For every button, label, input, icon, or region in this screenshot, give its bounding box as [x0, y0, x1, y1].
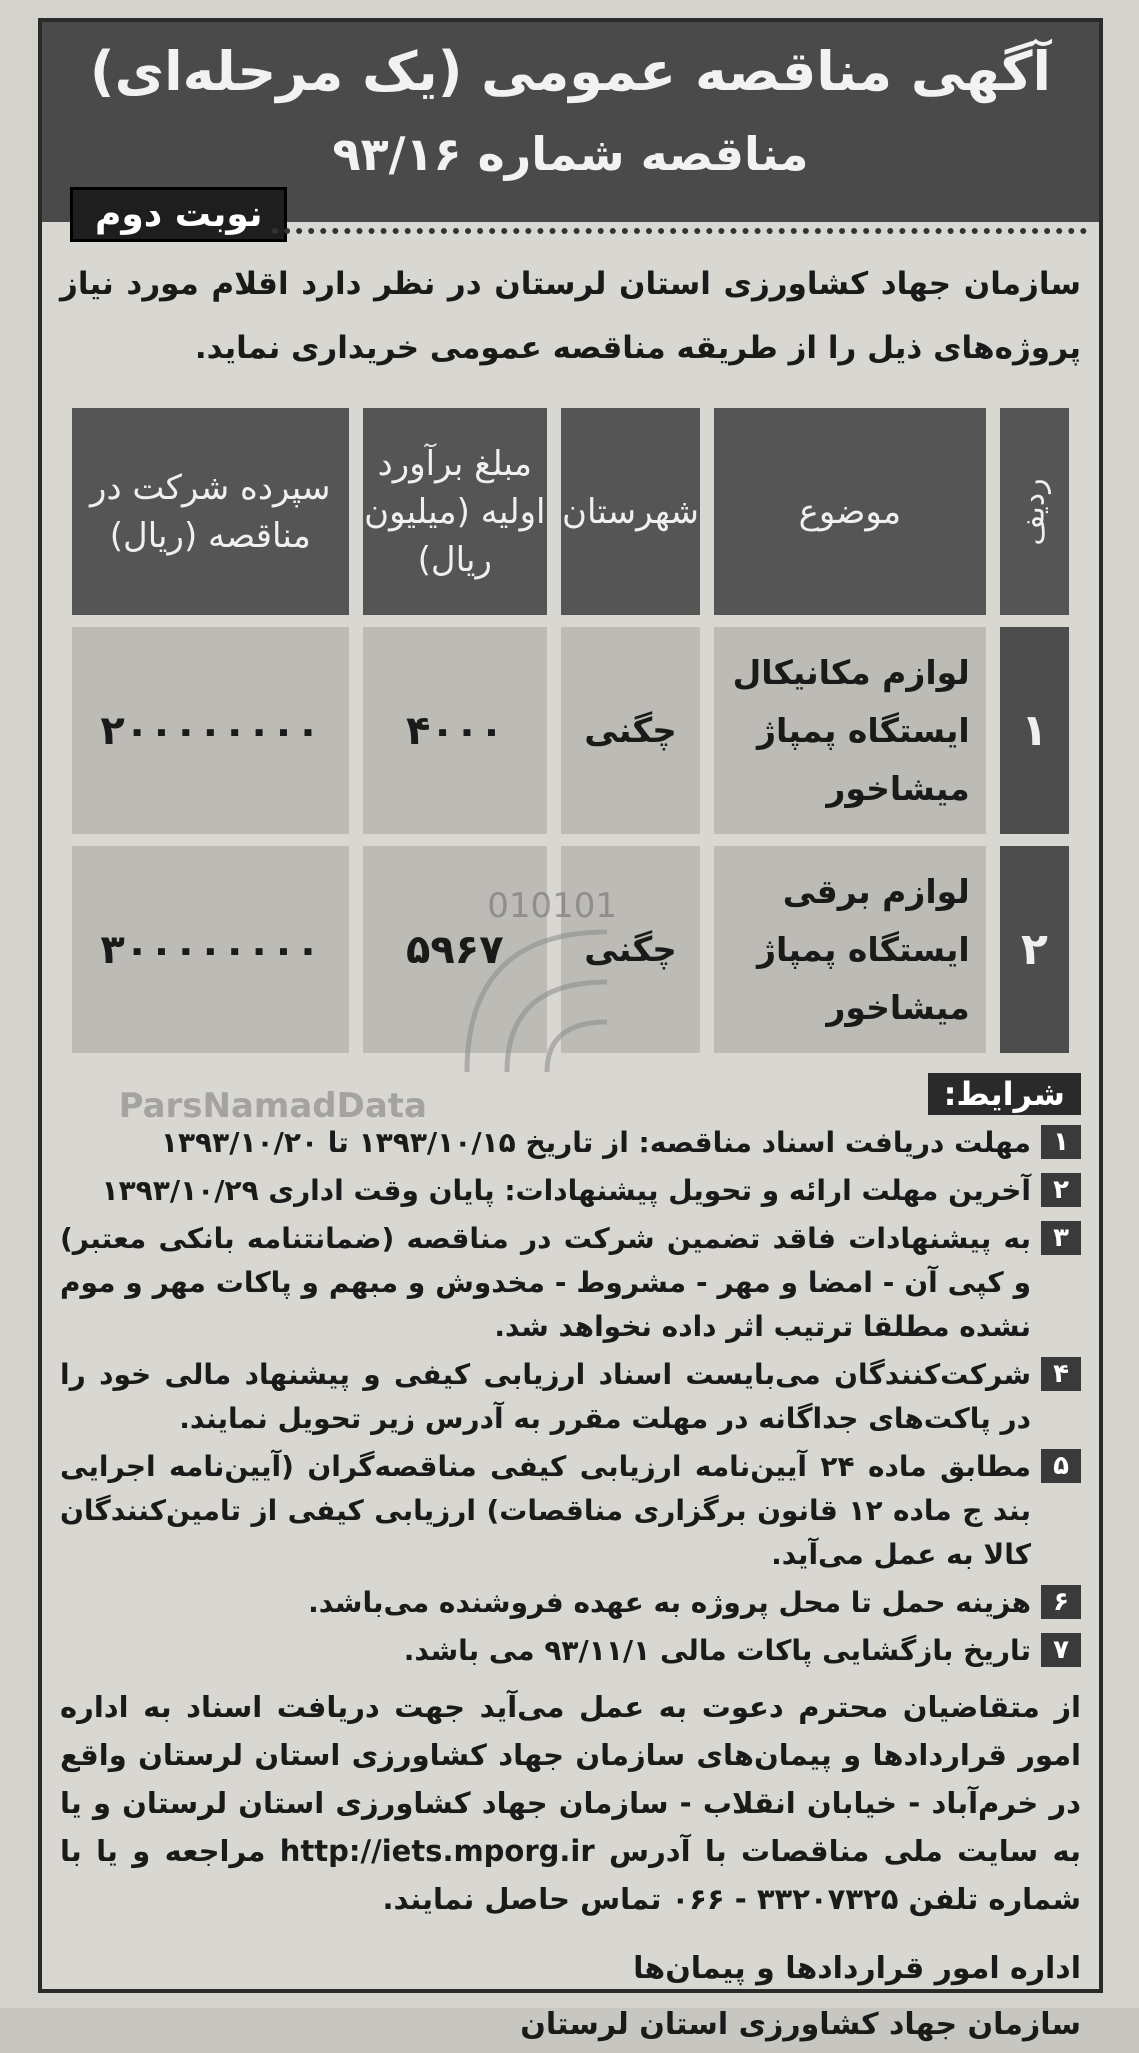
conditions-heading: شرایط: — [928, 1073, 1081, 1115]
item-text: مطابق ماده ۲۴ آیین‌نامه ارزیابی کیفی مناقصه‌گران (آیین‌نامه اجرایی بند ج ماده ۱۲ قانون برگزاری مناقصات) ارزیابی کیفی از تامین‌کنندگان کالا به عمل می‌آید. — [60, 1450, 1031, 1571]
signature-office: اداره امور قراردادها و پیمان‌ها — [633, 1951, 1081, 1986]
row-deposit: ۲۰۰۰۰۰۰۰۰ — [72, 627, 349, 834]
row-deposit: ۳۰۰۰۰۰۰۰۰ — [72, 846, 349, 1053]
table-row — [72, 627, 1069, 834]
list-item — [60, 1629, 1081, 1673]
dotted-divider — [272, 228, 1087, 234]
signature-block — [60, 1941, 1081, 2053]
row-subject: لوازم برقی ایستگاه پمپاژ میشاخور — [714, 846, 986, 1053]
closing-contact: مراجعه و یا با شماره تلفن ۳۳۲۰۷۳۲۵ - ۰۶۶ تماس حاصل نمایند. — [60, 1834, 1081, 1916]
list-item — [60, 1217, 1081, 1349]
tender-notice — [38, 18, 1103, 2042]
signature-org: سازمان جهاد کشاورزی استان لرستان — [520, 2007, 1081, 2042]
row-city: چگنی — [561, 846, 700, 1053]
conditions-list — [60, 1121, 1081, 1673]
row-number: ۲ — [1000, 846, 1069, 1053]
list-item — [60, 1169, 1081, 1213]
watermark-text: ParsNamadData — [118, 1086, 427, 1126]
list-item — [60, 1353, 1081, 1441]
item-number: ۶ — [1041, 1585, 1081, 1619]
round-badge: نوبت دوم — [70, 187, 287, 242]
header-estimate: مبلغ برآورد اولیه (میلیون ریال) — [363, 408, 547, 615]
header-row-number: ردیف — [1000, 408, 1069, 615]
item-number: ۱ — [1041, 1125, 1081, 1159]
item-number: ۷ — [1041, 1633, 1081, 1667]
list-item — [60, 1581, 1081, 1625]
list-item — [60, 1445, 1081, 1577]
closing-text: از متقاضیان محترم دعوت به عمل می‌آید جهت دریافت اسناد به اداره امور قراردادها و پیمان‌های سازمان جهاد کشاورزی استان لرستان واقع در خرم‌آباد - خیابان انقلاب - سازمان جهاد کشاورزی استان لرستان و یا به سایت ملی مناقصات با آدرس — [60, 1690, 1081, 1868]
row-subject: لوازم مکانیکال ایستگاه پمپاژ میشاخور — [714, 627, 986, 834]
header-city: شهرستان — [561, 408, 700, 615]
item-number: ۲ — [1041, 1173, 1081, 1207]
header-deposit: سپرده شرکت در مناقصه (ریال) — [72, 408, 349, 615]
item-text: تاریخ بازگشایی پاکات مالی ۹۳/۱۱/۱ می باشد. — [403, 1634, 1031, 1667]
item-number: ۳ — [1041, 1221, 1081, 1255]
item-text: مهلت دریافت اسناد مناقصه: از تاریخ ۱۳۹۳/۱۰/۱۵ تا ۱۳۹۳/۱۰/۲۰ — [160, 1126, 1031, 1159]
table-header-row — [72, 408, 1069, 615]
item-text: هزینه حمل تا محل پروژه به عهده فروشنده می‌باشد. — [308, 1586, 1031, 1619]
item-number: ۴ — [1041, 1357, 1081, 1391]
row-city: چگنی — [561, 627, 700, 834]
item-text: آخرین مهلت ارائه و تحویل پیشنهادات: پایان وقت اداری ۱۳۹۳/۱۰/۲۹ — [101, 1174, 1031, 1207]
row-estimate: ۵۹۶۷ — [363, 846, 547, 1053]
website-link[interactable]: http://iets.mporg.ir — [279, 1834, 595, 1868]
closing-paragraph — [60, 1683, 1081, 1923]
tender-number: مناقصه شماره ۹۳/۱۶ — [332, 127, 809, 181]
row-number: ۱ — [1000, 627, 1069, 834]
intro-paragraph: سازمان جهاد کشاورزی استان لرستان در نظر دارد اقلام مورد نیاز پروژه‌های ذیل را از طریقه مناقصه عمومی خریداری نماید. — [60, 266, 1081, 366]
item-text: شرکت‌کنندگان می‌بایست اسناد ارزیابی کیفی و پیشنهاد مالی خود را در پاکت‌های جداگانه در مهلت مقرر به آدرس زیر تحویل نمایند. — [60, 1358, 1031, 1435]
notice-title: آگهی مناقصه عمومی (یک مرحله‌ای) — [89, 40, 1052, 103]
row-estimate: ۴۰۰۰ — [363, 627, 547, 834]
item-number: ۵ — [1041, 1449, 1081, 1483]
watermark-digits: 010101 — [487, 886, 617, 926]
header-subject: موضوع — [714, 408, 986, 615]
item-text: به پیشنهادات فاقد تضمین شرکت در مناقصه (ضمانتنامه بانکی معتبر) و کپی آن - امضا و مهر - مشروط - مخدوش و مبهم و پاکات مهر و موم نشده مطلقا ترتیب اثر داده نخواهد شد. — [60, 1222, 1031, 1343]
